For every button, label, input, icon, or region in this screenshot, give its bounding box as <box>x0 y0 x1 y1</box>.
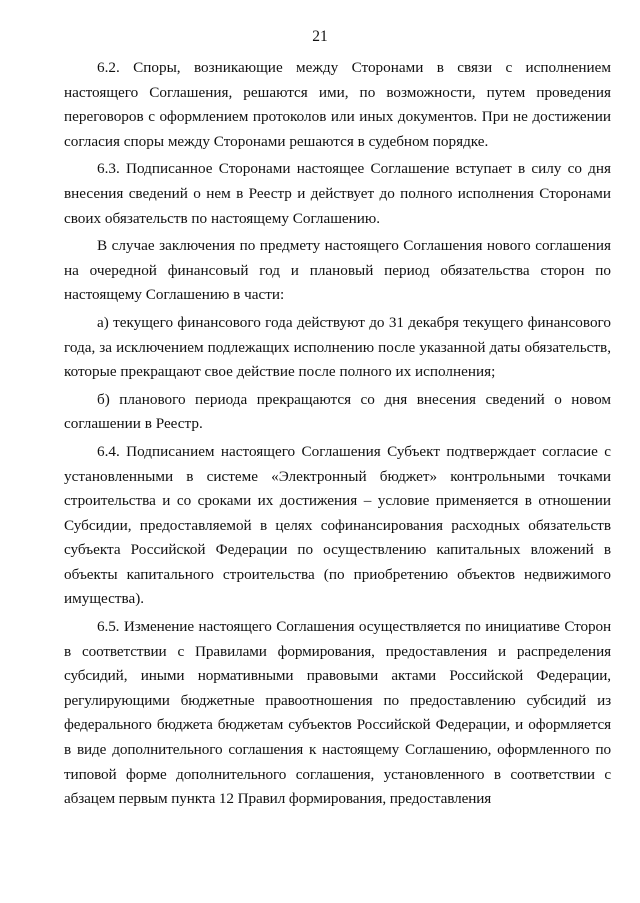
page-number: 21 <box>312 28 328 45</box>
paragraph-6-2: 6.2. Споры, возникающие между Сторонами в связи с исполнением настоящего Соглашения, решаются ими, по возможности, путем проведения переговоров с оформлением протоколов или иных документов. При не достижении согласия споры между Сторонами решаются в судебном порядке. <box>64 59 611 150</box>
paragraph-item-b: б) планового периода прекращаются со дня внесения сведений о новом соглашении в Реестр. <box>64 390 611 433</box>
paragraph-item-a: а) текущего финансового года действуют до 31 декабря текущего финансового года, за исключением подлежащих исполнению после указанной даты обязательств, которые прекращают свое действие после полного их исполнения; <box>64 313 611 381</box>
document-body <box>64 56 611 815</box>
paragraph-6-5: 6.5. Изменение настоящего Соглашения осуществляется по инициативе Сторон в соответствии с Правилами формирования, предоставления и распределения субсидий, иными нормативными правовыми актами Российской Федерации, регулирующими бюджетные правоотношения по предоставлению субсидий из федерального бюджета бюджетам субъектов Российской Федерации, и оформляется в виде дополнительного соглашения к настоящему Соглашению, оформленного по типовой форме дополнительного соглашения, установленного в соответствии с абзацем первым пункта 12 Правил формирования, предоставления <box>64 618 611 808</box>
paragraph-6-3: 6.3. Подписанное Сторонами настоящее Соглашение вступает в силу со дня внесения сведений о нем в Реестр и действует до полного исполнения Сторонами своих обязательств по настоящему Соглашению. <box>64 160 611 227</box>
paragraph-new-agreement: В случае заключения по предмету настоящего Соглашения нового соглашения на очередной финансовый год и плановый период обязательства сторон по настоящему Соглашению в части: <box>64 237 611 304</box>
paragraph-6-4: 6.4. Подписанием настоящего Соглашения Субъект подтверждает согласие с установленными в системе «Электронный бюджет» контрольными точками строительства и со сроками их достижения – условие применяется в отношении Субсидии, предоставляемой в целях софинансирования расходных обязательств субъекта Российской Федерации по осуществлению капитальных вложений в объекты капитального строительства (по приобретению объектов недвижимого имущества). <box>64 442 611 608</box>
